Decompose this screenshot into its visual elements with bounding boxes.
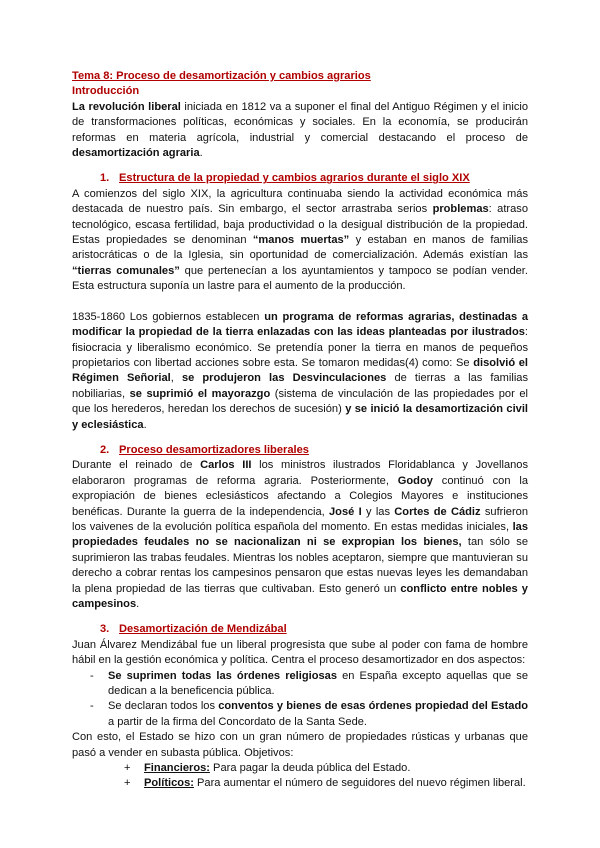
bold-text: Se suprimen todas las órdenes religiosas	[108, 669, 337, 682]
text: (sistema de vinculación de las propiedades por el que los herederos, heredan los derechos de sucesión)	[72, 387, 528, 416]
bold-text: conflicto entre nobles y campesinos	[72, 582, 528, 610]
section-3-paragraph-2: Con esto, el Estado se hizo con un gran número de propiedades rústicas y urbanas que pasó a vender en subasta pública. Objetivos:	[72, 731, 528, 759]
bold-text: disolvió el Régimen Señorial	[72, 356, 529, 385]
text: Durante el reinado de	[72, 459, 201, 472]
bold-text: un programa de reformas agrarias, destinadas a modificar la propiedad de la tierra enlazadas con las ideas planteadas por ilustrados	[72, 310, 528, 339]
text: .	[199, 147, 203, 160]
bold-text: desamortización agraria	[72, 147, 200, 160]
plus-marker: +	[124, 777, 131, 790]
bold-text: y se inició la desamortización civil y eclesiástica	[72, 403, 528, 431]
text: ,	[170, 372, 182, 385]
bold-text: Godoy	[397, 474, 433, 487]
text: : fisiocracia y liberalismo económico. Se pretendía poner la tierra en manos de pequeños propietarios con libertad acciones sobre esta. Se tomaron medidas(4) como: Se	[72, 326, 528, 369]
bold-text: problemas	[432, 203, 489, 216]
bold-text: las propiedades feudales no se nacionalizan ni se expropian los bienes,	[72, 520, 528, 549]
text: de tierras a las familias nobiliarias,	[72, 372, 529, 400]
list-item	[72, 776, 528, 791]
text: que pertenecían a los ayuntamientos y tampoco se podían vender. Esta estructura suponía un lastre para el aumento de la producción.	[72, 264, 528, 293]
document-title: Tema 8: Proceso de desamortización y cambios agrarios	[72, 70, 371, 82]
dash-marker: -	[90, 700, 94, 713]
bold-text: José I	[329, 505, 362, 518]
bold-text: Financieros:	[144, 762, 210, 775]
objectives-list	[72, 761, 528, 792]
section-title: Proceso desamortizadores liberales	[119, 443, 309, 456]
text: A comienzos del siglo XIX, la agricultura continuaba siendo la actividad económica más destacada de nuestro país. Sin embargo, el sector arrastraba serios	[72, 187, 528, 216]
text: continuó con la expropiación de bienes eclesiásticos afectando a Colegios Mayores e instituciones benéficas. Durante la guerra de la independencia,	[72, 474, 528, 518]
bold-text: conventos y bienes de esas órdenes propiedad del Estado	[218, 700, 529, 713]
bold-text: “manos muertas”	[252, 234, 350, 247]
bold-text: Políticos:	[144, 777, 194, 790]
text: sufrieron los vaivenes de la evolución política española del momento. En estas medidas iniciales,	[72, 505, 529, 533]
section-number: 2.	[100, 443, 110, 456]
bold-text: Cortes de Cádiz	[394, 505, 481, 518]
text: Para pagar la deuda pública del Estado.	[209, 762, 411, 775]
section-1-paragraph-2	[72, 310, 528, 433]
section-2-paragraph	[72, 458, 528, 612]
section-number: 1.	[100, 172, 110, 185]
text: tan sólo se suprimieron las trabas feudales. Mientras los nobles aceptaron, siempre que mantuvieran su derecho a cobrar rentas los campesinos pensaron que estas nuevas leyes les demandaban la plena propiedad de las tierras que cultivaban. Esto generó un	[72, 536, 528, 595]
text: .	[136, 598, 140, 610]
text: en España excepto aquellas que se dedican a la beneficencia pública.	[108, 669, 529, 698]
list-item	[72, 699, 528, 730]
section-number: 3.	[100, 623, 110, 636]
bold-text: “tierras comunales”	[72, 264, 180, 277]
bold-text: Carlos III	[200, 459, 252, 472]
intro-paragraph	[72, 100, 528, 162]
section-3-paragraph-1: Juan Álvarez Mendizábal fue un liberal progresista que sube al poder con fama de hombre hábil en la gestión económica y política. Centra el proceso desamortizador en dos aspectos:	[72, 638, 528, 667]
bold-text: se suprimió el mayorazgo	[129, 387, 271, 400]
text: los ministros ilustrados Floridablanca y Jovellanos elaboraron programas de reforma agraria. Posteriormente,	[72, 459, 529, 487]
text: y estaban en manos de familias aristocráticas o de la Iglesia, sin oportunidad de comercialización. Además existían las	[72, 234, 528, 262]
section-1-paragraph-1	[72, 187, 528, 295]
bold-text: La revolución liberal	[72, 100, 181, 113]
aspects-list	[72, 669, 528, 731]
section-title: Desamortización de Mendizábal	[119, 623, 287, 636]
list-item	[72, 669, 528, 700]
paragraph-gap	[72, 295, 528, 310]
section-title: Estructura de la propiedad y cambios agrarios durante el siglo XIX	[119, 172, 470, 185]
text: : atraso tecnológico, escasa fertilidad, baja productividad o la desigual distribución de la propiedad. Estas propiedades se denominan	[72, 203, 528, 247]
section-2-heading	[72, 443, 528, 458]
text: .	[143, 418, 147, 431]
intro-heading: Introducción	[72, 85, 140, 98]
text: y las	[361, 505, 395, 518]
text: Se declaran todos los	[108, 700, 219, 713]
list-item	[72, 761, 528, 776]
bold-text: se produjeron las Desvinculaciones	[181, 372, 387, 385]
text: iniciada en 1812 va a suponer el final del Antiguo Régimen y el inicio de transformaciones políticas, económicas y sociales. En la economía, se producirán reformas en materia agrícola, industrial y comercial destacando el proceso de	[72, 100, 529, 144]
section-1-heading	[72, 171, 528, 186]
plus-marker: +	[124, 762, 131, 775]
dash-marker: -	[90, 669, 94, 682]
text: a partir de la firma del Concordato de la Santa Sede.	[108, 715, 368, 728]
text: 1835-1860 Los gobiernos establecen	[72, 310, 265, 323]
document-page	[72, 69, 528, 792]
text: Para aumentar el número de seguidores del nuevo régimen liberal.	[193, 777, 526, 790]
section-3-heading	[72, 622, 528, 637]
